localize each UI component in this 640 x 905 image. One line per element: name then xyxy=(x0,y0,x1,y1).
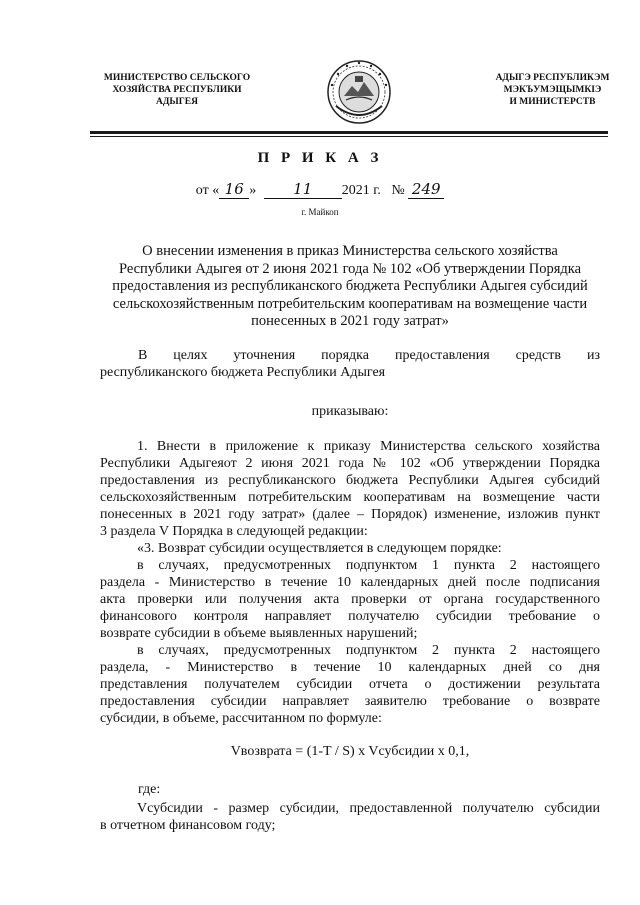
where-label: где: xyxy=(138,782,161,797)
ministry-name-ady-line: АДЫГЭ РЕСПУБЛИКЭМ xyxy=(495,73,610,83)
item1-line: акта проверки или получения акта проверки от органа государственного xyxy=(100,592,600,607)
item1-line: предоставления из республиканского бюджета Республики Адыгея субсидий xyxy=(100,473,600,488)
item1-line: раздела - Министерство в течение 10 календарных дней после подписания xyxy=(100,575,600,590)
item1-line: финансового контроля направляет получателю субсидии требование о xyxy=(100,609,600,624)
coat-of-arms-icon xyxy=(322,56,396,126)
ministry-name-ru-line: МИНИСТЕРСТВО СЕЛЬСКОГО xyxy=(103,73,251,83)
item1-line: в случаях, предусмотренных подпунктом 2 пункта 2 настоящего xyxy=(137,643,600,658)
document-title: П Р И К А З xyxy=(257,150,383,166)
item1-line: 3 раздела V Порядка в следующей редакции: xyxy=(100,524,368,539)
definition-line: Vсубсидии - размер субсидии, предоставленной получателю субсидии xyxy=(137,801,600,816)
order-word: приказываю: xyxy=(311,404,389,419)
subject-line: Республики Адыгея от 2 июня 2021 года № 102 «Об утверждении Порядка xyxy=(118,260,582,277)
ministry-name-ru xyxy=(92,72,262,108)
date-prefix: от « xyxy=(195,183,220,198)
date-mid: » xyxy=(249,183,257,198)
preamble-line: республиканского бюджета Республики Адыгея xyxy=(100,365,386,380)
formula: Vвозврата = (1-T / S) x Vсубсидии x 0,1, xyxy=(230,744,470,759)
header-divider-thin xyxy=(90,136,608,137)
ministry-name-ady-line: И МИНИСТЕРСТВ xyxy=(509,97,596,107)
city: г. Майкоп xyxy=(301,207,339,217)
item1-line: сельскохозяйственным потребительским кооперативам на возмещение части xyxy=(100,490,600,505)
subject-line: понесенных в 2021 году затрат» xyxy=(251,313,449,329)
header-divider-thick xyxy=(90,131,608,134)
ministry-name-ru-line: ХОЗЯЙСТВА РЕСПУБЛИКИ xyxy=(112,85,242,95)
item1-line: 1. Внести в приложение к приказу Министерства сельского хозяйства xyxy=(137,439,600,454)
date-number-line xyxy=(0,180,640,199)
subject-line: сельскохозяйственным потребительским кооперативам на возмещение части xyxy=(112,295,588,312)
preamble-line: В целях уточнения порядка предоставления средств из xyxy=(138,348,600,363)
number-label: № xyxy=(391,183,405,198)
item1-line: «3. Возврат субсидии осуществляется в следующем порядке: xyxy=(137,541,502,556)
item1-line: понесенных в 2021 году затрат» (далее – Порядок) изменение, изложив пункт xyxy=(100,507,600,522)
date-day: 16 xyxy=(219,180,249,199)
subject-line: О внесении изменения в приказ Министерства сельского хозяйства xyxy=(142,243,558,259)
document-subject xyxy=(100,243,600,331)
ministry-name-ady-line: МЭКЪУМЭЩЫМКIЭ xyxy=(503,85,602,95)
item1-line: Республики Адыгеяот 2 июня 2021 года № 102 «Об утверждении Порядка xyxy=(100,456,600,471)
item1-line: предоставления субсидии направляет заявителю требование о возврате xyxy=(100,694,600,709)
item1-line: представления получателем субсидии отчета о достижении результата xyxy=(100,677,600,692)
ministry-name-ru-line: АДЫГЕЯ xyxy=(156,97,198,107)
subject-line: предоставления из республиканского бюджета Республики Адыгея субсидий xyxy=(112,278,588,294)
definition-line: в отчетном финансовом году; xyxy=(100,818,276,833)
date-year: 2021 г. xyxy=(341,183,381,198)
item1-line: в случаях, предусмотренных подпунктом 1 пункта 2 настоящего xyxy=(137,558,600,573)
item1-line: субсидии, в объеме, рассчитанном по формуле: xyxy=(100,711,382,726)
item1-line: возврате субсидии в объеме выявленных нарушений; xyxy=(100,626,418,641)
document-number: 249 xyxy=(408,180,444,199)
item1-line: раздела, - Министерство в течение 10 календарных дней со дня xyxy=(100,660,600,675)
date-month: 11 xyxy=(264,180,342,199)
coat-of-arms-emblem xyxy=(322,56,396,126)
ministry-name-ady xyxy=(480,72,625,108)
